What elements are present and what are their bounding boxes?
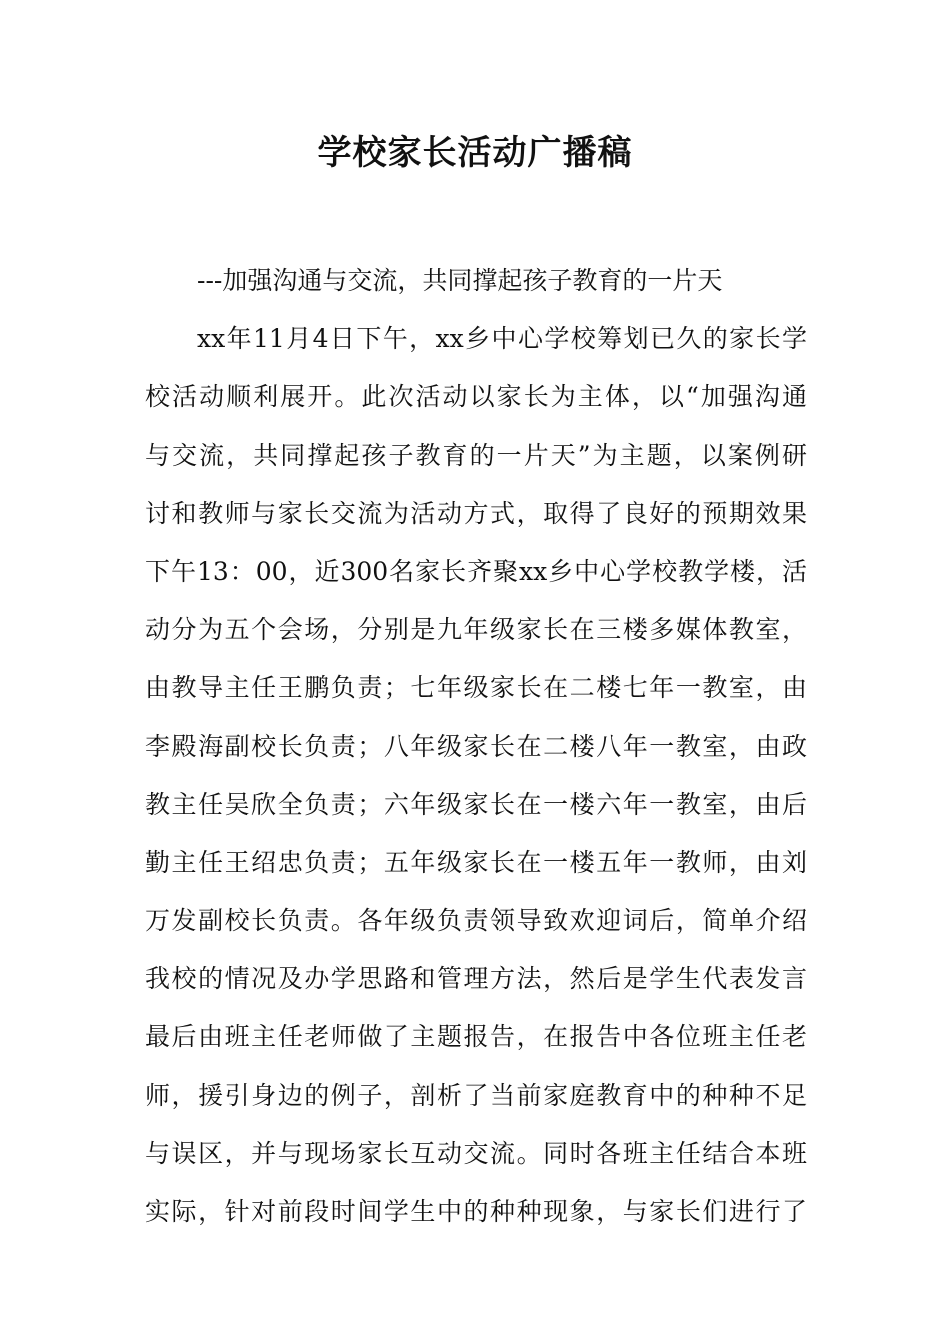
paragraph-line: 讨和教师与家长交流为活动方式，取得了良好的预期效果 [145,498,807,528]
subtitle-line: ---加强沟通与交流，共同撑起孩子教育的一片天 [197,266,723,295]
paragraph-line: 下午13：00，近300名家长齐聚xx乡中心学校教学楼，活 [145,556,807,586]
document-title: 学校家长活动广播稿 [317,133,633,173]
document-body [145,252,807,1241]
paragraph-line: 最后由班主任老师做了主题报告，在报告中各位班主任老 [145,1022,807,1052]
paragraph-line: 实际，针对前段时间学生中的种种现象，与家长们进行了 [145,1197,807,1226]
paragraph-line: 由教导主任王鹏负责；七年级家长在二楼七年一教室，由 [145,673,807,703]
paragraph-line: 师，援引身边的例子，剖析了当前家庭教育中的种种不足 [145,1080,807,1110]
paragraph-line: 我校的情况及办学思路和管理方法，然后是学生代表发言 [145,964,807,994]
paragraph-line: 勤主任王绍忠负责；五年级家长在一楼五年一教师，由刘 [145,847,807,877]
paragraph-line: 与交流，共同撑起孩子教育的一片天”为主题，以案例研 [145,440,807,470]
paragraph-line: 万发副校长负责。各年级负责领导致欢迎词后，简单介绍 [145,906,807,936]
paragraph-line: 李殿海副校长负责；八年级家长在二楼八年一教室，由政 [145,731,807,761]
paragraph-line: xx年11月4日下午，xx乡中心学校筹划已久的家长学 [197,324,807,354]
paragraph-line: 与误区，并与现场家长互动交流。同时各班主任结合本班 [145,1138,807,1168]
paragraph-line: 动分为五个会场，分别是九年级家长在三楼多媒体教室， [145,615,807,645]
paragraph-line: 校活动顺利展开。此次活动以家长为主体，以“加强沟通 [145,382,807,412]
paragraph-line: 教主任吴欣全负责；六年级家长在一楼六年一教室，由后 [145,789,807,819]
